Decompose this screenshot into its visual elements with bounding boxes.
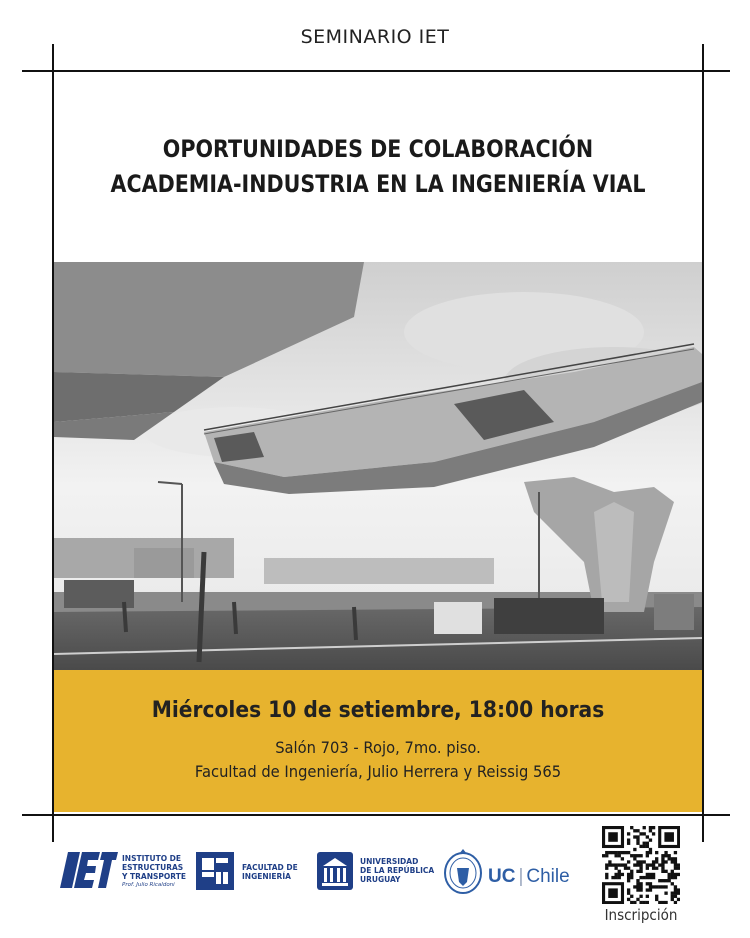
top-rule [22, 70, 730, 72]
fing-logo-text [242, 863, 312, 881]
event-date-time: Miércoles 10 de setiembre, 18:00 horas [151, 698, 605, 723]
right-rule [702, 44, 704, 842]
iet-line-3: Y TRANSPORTE [122, 872, 186, 881]
bottom-rule [22, 814, 730, 816]
uc-seal-icon [443, 848, 483, 894]
fing-line-1: FACULTAD DE [242, 863, 298, 872]
udelar-logo-mark [317, 852, 353, 890]
iet-logo-text [122, 854, 192, 890]
udelar-logo-text [360, 857, 438, 884]
title-line-1: OPORTUNIDADES DE COLABORACIÓN [162, 135, 594, 163]
qr-code-icon[interactable] [602, 826, 680, 904]
bridge-photo [54, 262, 702, 670]
udelar-line-1: UNIVERSIDAD [360, 857, 419, 866]
iet-sub: Prof. Julio Ricaldoni [122, 882, 175, 888]
event-info-band [54, 670, 702, 812]
udelar-line-2: DE LA REPÚBLICA [360, 866, 435, 875]
uc-chile: Chile [526, 866, 570, 887]
uc-chile-wordmark [488, 866, 570, 888]
event-room: Salón 703 - Rojo, 7mo. piso. [275, 738, 481, 757]
qr-label: Inscripción [604, 906, 678, 924]
iet-logo-mark [60, 852, 118, 888]
title-line-2: ACADEMIA-INDUSTRIA EN LA INGENIERÍA VIAL [110, 170, 646, 198]
iet-line-2: ESTRUCTURAS [122, 863, 184, 872]
iet-line-1: INSTITUTO DE [122, 854, 182, 863]
event-title [99, 132, 656, 202]
uc-separator: | [518, 866, 524, 887]
fing-logo-mark [196, 852, 234, 890]
udelar-line-3: URUGUAY [360, 875, 401, 884]
uc-bold: UC [488, 866, 516, 887]
fing-line-2: INGENIERÍA [242, 872, 291, 881]
seminar-label: SEMINARIO IET [300, 26, 450, 48]
event-address: Facultad de Ingeniería, Julio Herrera y Reissig 565 [194, 762, 562, 781]
